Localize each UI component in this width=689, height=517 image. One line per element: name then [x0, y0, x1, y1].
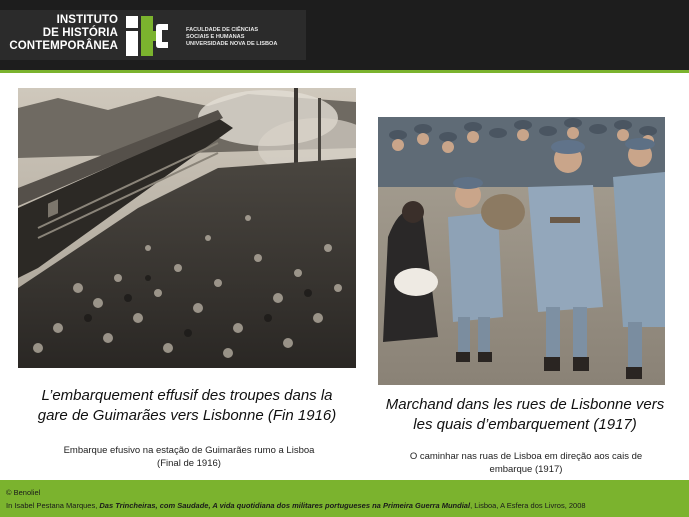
faculty-line-3: UNIVERSIDADE NOVA DE LISBOA: [186, 41, 278, 47]
left-caption-portuguese: [30, 444, 348, 470]
left-caption-french-line-1: L’embarquement effusif des troupes dans la: [41, 387, 333, 404]
left-caption-portuguese-line-2: (Final de 1916): [157, 458, 221, 469]
right-caption-french-line-2: les quais d’embarquement (1917): [413, 416, 637, 433]
right-caption-portuguese-line-2: embarque (1917): [489, 464, 563, 475]
left-caption-french: [18, 386, 356, 426]
source-prefix: In Isabel Pestana Marques,: [6, 501, 100, 510]
institute-logo[interactable]: [0, 10, 306, 60]
source-title: Das Trincheiras, com Saudade, A vida quotidiana dos militares portugueses na Primeira Guerra Mundial: [99, 501, 471, 510]
header-bar: [0, 0, 689, 70]
faculty-line-1: FACULDADE DE CIÊNCIAS: [186, 27, 259, 33]
right-caption-french-line-1: Marchand dans les rues de Lisbonne vers: [385, 396, 665, 413]
faculty-line-2: SOCIAIS E HUMANAS: [186, 34, 245, 40]
train-station-crowd-photo: [18, 88, 356, 368]
faculty-name: [186, 27, 306, 48]
institute-line-2: DE HISTÓRIA: [42, 27, 118, 39]
left-caption-portuguese-line-1: Embarque efusivo na estação de Guimarães rumo a Lisboa: [63, 445, 315, 456]
right-caption-portuguese: [384, 450, 668, 476]
soldiers-marching-photo: [378, 117, 665, 385]
left-caption-french-line-2: gare de Guimarães vers Lisbonne (Fin 1916): [37, 407, 337, 424]
institute-line-3: CONTEMPORÂNEA: [9, 40, 118, 52]
footer-bar: [0, 480, 689, 517]
ihc-logo-icon: [126, 16, 168, 56]
right-caption-french: [374, 395, 676, 435]
photo-credit: © Benoliel: [6, 488, 41, 497]
right-caption-portuguese-line-1: O caminhar nas ruas de Lisboa em direção aos cais de: [409, 451, 643, 462]
institute-name: [4, 14, 118, 53]
institute-line-1: INSTITUTO: [56, 14, 118, 26]
source-reference: [6, 501, 586, 510]
source-suffix: , Lisboa, A Esfera dos Livros, 2008: [470, 501, 586, 510]
header-accent-line: [0, 70, 689, 73]
